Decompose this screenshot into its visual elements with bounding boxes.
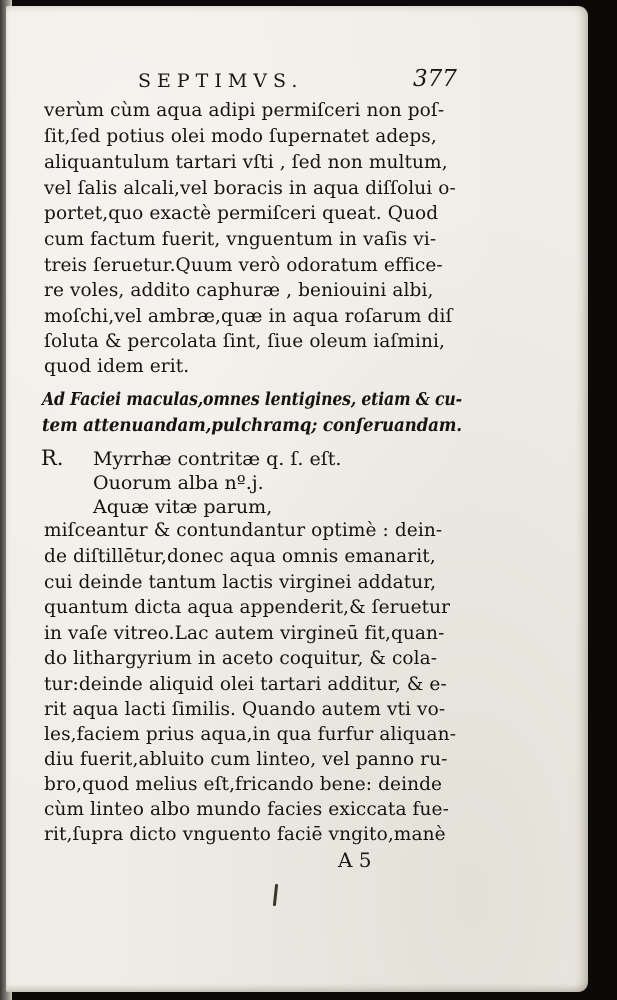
text-line: rit aqua lacti ſimilis. Quando autem vti vo- — [44, 699, 446, 720]
text-line: quod idem erit. — [44, 356, 190, 377]
rubric-heading: Ad Faciei maculas,omnes lentigines, etiam & cu- — [42, 390, 463, 410]
page-number: 377 — [413, 66, 457, 92]
text-line: ſit,ſed potius olei modo ſupernatet adeps, — [44, 126, 437, 147]
text-line: miſceantur & contundantur optimè : dein- — [44, 520, 443, 541]
ink-mark — [273, 884, 278, 906]
text-line: treis ſeruetur.Quum verò odoratum effice- — [44, 255, 443, 276]
text-line: les,faciem prius aqua,in qua furfur aliquan- — [44, 724, 457, 745]
text-line: ſoluta & percolata ſint, ſiue oleum iaſmini, — [44, 331, 446, 352]
text-line: re voles, addito caphuræ , beniouini albi, — [44, 280, 434, 301]
text-line: cum factum fuerit, vnguentum in vaſis vi- — [44, 229, 437, 250]
text-line: cùm linteo albo mundo facies exiccata fue- — [44, 799, 449, 820]
text-line: cui deinde tantum lactis virginei addatur, — [44, 572, 437, 593]
recipe-ingredient: Myrrhæ contritæ q. ſ. eſt. — [93, 448, 342, 470]
book-page — [6, 6, 588, 992]
text-line: tur:deinde aliquid olei tartari additur, & e- — [44, 674, 447, 695]
running-title: SEPTIMVS. — [138, 70, 304, 92]
text-line: bro,quod melius eſt,fricando bene: deinde — [44, 774, 443, 795]
text-line: in vaſe vitreo.Lac autem virgineū fit,quan- — [44, 623, 445, 644]
text-line: rit,ſupra dicto vnguento faciē vngito,manè — [44, 824, 446, 845]
recipe-mark: R. — [41, 446, 64, 470]
text-line: moſchi,vel ambræ,quæ in aqua roſarum diſ — [44, 306, 453, 327]
rubric-heading: tem attenuandam,pulchramq; conſeruandam. — [42, 416, 462, 436]
signature-mark: A 5 — [338, 848, 372, 872]
text-line: aliquantulum tartari vſti , ſed non multum, — [44, 152, 448, 173]
recipe-ingredient: Aquæ vitæ parum, — [93, 496, 273, 518]
recipe-ingredient: Ouorum alba nº.j. — [93, 472, 264, 494]
text-line: vel ſalis alcali,vel boracis in aqua diſſolui o- — [44, 178, 456, 199]
text-line: portet,quo exactè permiſceri queat. Quod — [44, 203, 439, 224]
text-line: de diſtillētur,donec aqua omnis emanarit, — [44, 546, 436, 567]
text-line: do lithargyrium in aceto coquitur, & cola- — [44, 648, 438, 669]
text-line: diu fuerit,abluito cum linteo, vel panno ru- — [44, 749, 448, 770]
text-line: quantum dicta aqua appenderit,& ſeruetur — [44, 597, 451, 618]
text-line: verùm cùm aqua adipi permiſceri non poſ- — [44, 100, 445, 121]
